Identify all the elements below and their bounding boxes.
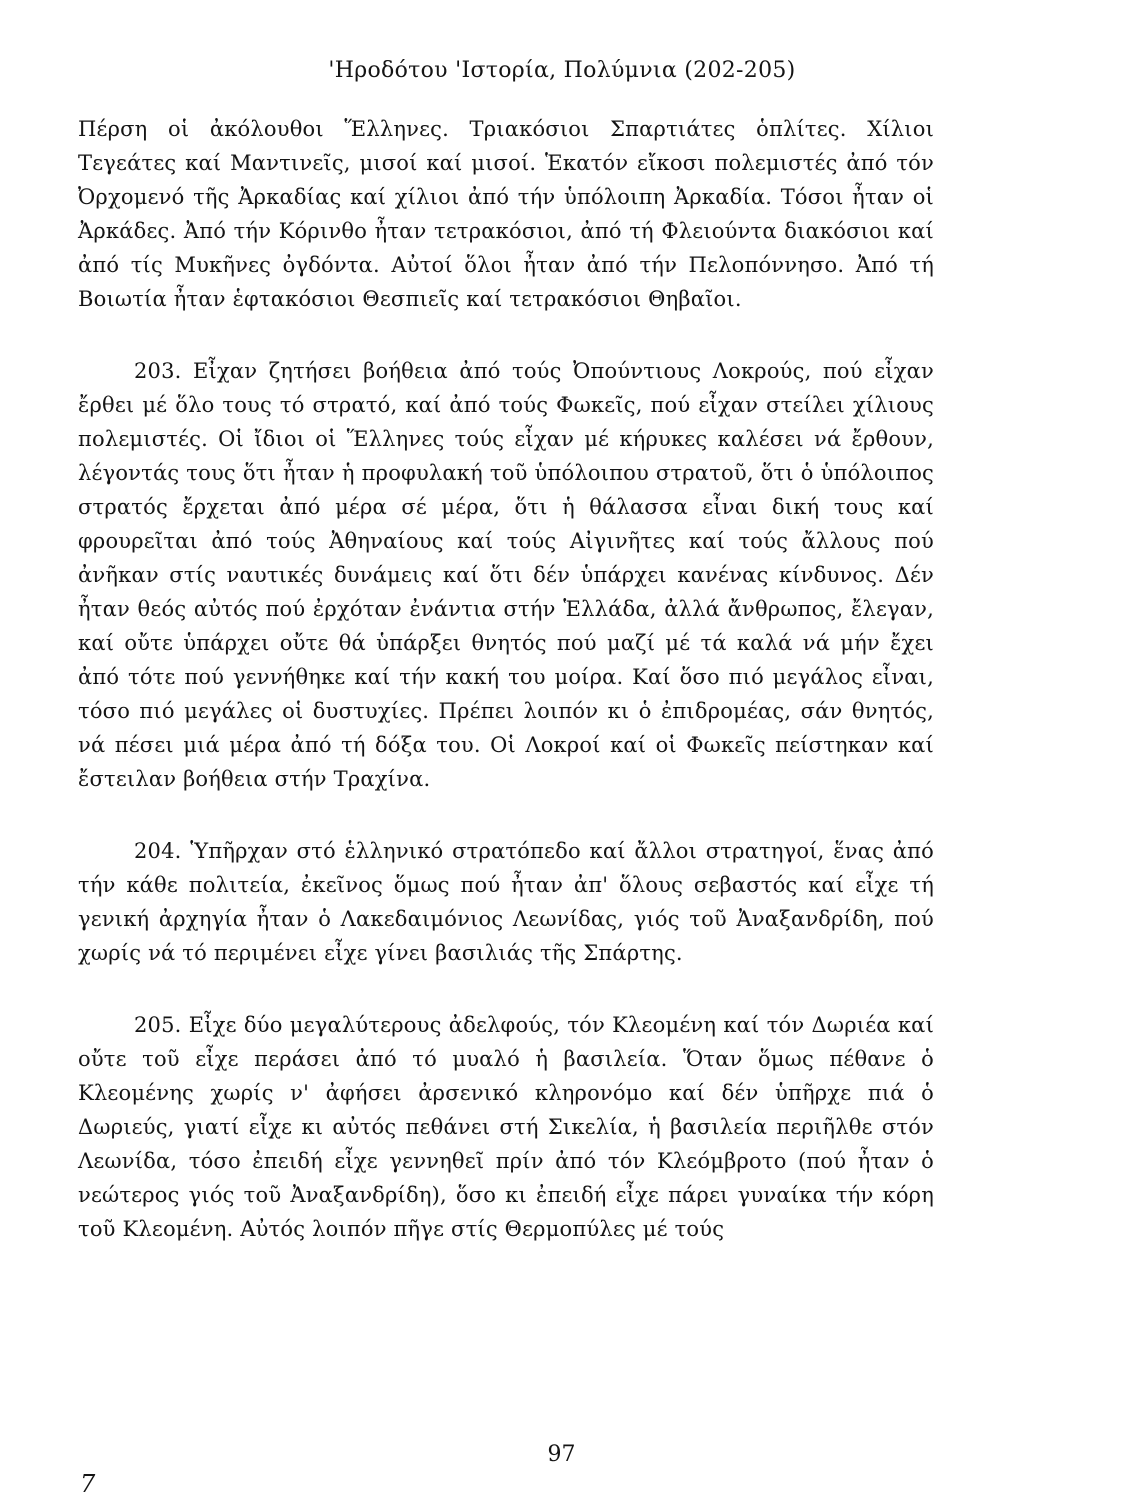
body-text <box>78 112 934 1246</box>
paragraph-203: 203. Εἶχαν ζητήσει βοήθεια ἀπό τούς Ὀπούντιους Λοκρούς, πού εἶχαν ἔρθει μέ ὅλο τους τό στρατό, καί ἀπό τούς Φωκεῖς, πού εἶχαν στείλει χίλιους πολεμιστές. Οἱ ἴδιοι οἱ Ἕλληνες τούς εἶχαν μέ κήρυκες καλέσει νά ἔρθουν, λέγοντάς τους ὅτι ἦταν ἡ προφυλακή τοῦ ὑπόλοιπου στρατοῦ, ὅτι ὁ ὑπόλοιπος στρατός ἔρχεται ἀπό μέρα σέ μέρα, ὅτι ἡ θάλασσα εἶναι δική τους καί φρουρεῖται ἀπό τούς Ἀθηναίους καί τούς Αἰγινῆτες καί τούς ἄλλους πού ἀνῆκαν στίς ναυτικές δυνάμεις καί ὅτι δέν ὑπάρχει κανένας κίνδυνος. Δέν ἦταν θεός αὐτός πού ἐρχόταν ἐνάντια στήν Ἑλλάδα, ἀλλά ἄνθρωπος, ἔλεγαν, καί οὔτε ὑπάρχει οὔτε θά ὑπάρξει θνητός πού μαζί μέ τά καλά νά μήν ἔχει ἀπό τότε πού γεννήθηκε καί τήν κακή του μοίρα. Καί ὅσο πιό μεγάλος εἶναι, τόσο πιό μεγάλες οἱ δυστυχίες. Πρέπει λοιπόν κι ὁ ἐπιδρομέας, σάν θνητός, νά πέσει μιά μέρα ἀπό τή δόξα του. Οἱ Λοκροί καί οἱ Φωκεῖς πείστηκαν καί ἔστειλαν βοήθεια στήν Τραχίνα. <box>78 359 934 791</box>
paragraph-205: 205. Εἶχε δύο μεγαλύτερους ἀδελφούς, τόν Κλεομένη καί τόν Δωριέα καί οὔτε τοῦ εἶχε περάσει ἀπό τό μυαλό ἡ βασιλεία. Ὅταν ὅμως πέθανε ὁ Κλεομένης χωρίς ν' ἀφήσει ἀρσενικό κληρονόμο καί δέν ὑπῆρχε πιά ὁ Δωριεύς, γιατί εἶχε κι αὐτός πεθάνει στή Σικελία, ἡ βασιλεία περιῆλθε στόν Λεωνίδα, τόσο ἐπειδή εἶχε γεννηθεῖ πρίν ἀπό τόν Κλεόμβροτο (πού ἦταν ὁ νεώτερος γιός τοῦ Ἀναξανδρίδη), ὅσο κι ἐπειδή εἶχε πάρει γυναίκα τήν κόρη τοῦ Κλεομένη. Αὐτός λοιπόν πῆγε στίς Θερμοπύλες μέ τούς <box>78 1013 934 1241</box>
page-number: 97 <box>547 1442 576 1467</box>
paragraph-204: 204. Ὑπῆρχαν στό ἑλληνικό στρατόπεδο καί ἄλλοι στρατηγοί, ἕνας ἀπό τήν κάθε πολιτεία, ἐκεῖνος ὅμως πού ἦταν ἀπ' ὅλους σεβαστός καί εἶχε τή γενική ἀρχηγία ἦταν ὁ Λακεδαιμόνιος Λεωνίδας, γιός τοῦ Ἀναξανδρίδη, πού χωρίς νά τό περιμένει εἶχε γίνει βασιλιάς τῆς Σπάρτης. <box>78 839 934 965</box>
signature-mark: 7 <box>80 1470 96 1498</box>
paragraph-continuation: Πέρση οἱ ἀκόλουθοι Ἕλληνες. Τριακόσιοι Σπαρτιάτες ὁπλίτες. Χίλιοι Τεγεάτες καί Μαντινεῖς, μισοί καί μισοί. Ἑκατόν εἴκοσι πολεμιστές ἀπό τόν Ὀρχομενό τῆς Ἀρκαδίας καί χίλιοι ἀπό τήν ὑπόλοιπη Ἀρκαδία. Τόσοι ἦταν οἱ Ἀρκάδες. Ἀπό τήν Κόρινθο ἦταν τετρακόσιοι, ἀπό τή Φλειούντα διακόσιοι καί ἀπό τίς Μυκῆνες ὀγδόντα. Αὐτοί ὅλοι ἦταν ἀπό τήν Πελοπόννησο. Ἀπό τή Βοιωτία ἦταν ἑφτακόσιοι Θεσπιεῖς καί τετρακόσιοι Θηβαῖοι. <box>78 117 934 311</box>
running-header: 'Ηροδότου 'Ιστορία, Πολύμνια (202-205) <box>328 58 796 83</box>
